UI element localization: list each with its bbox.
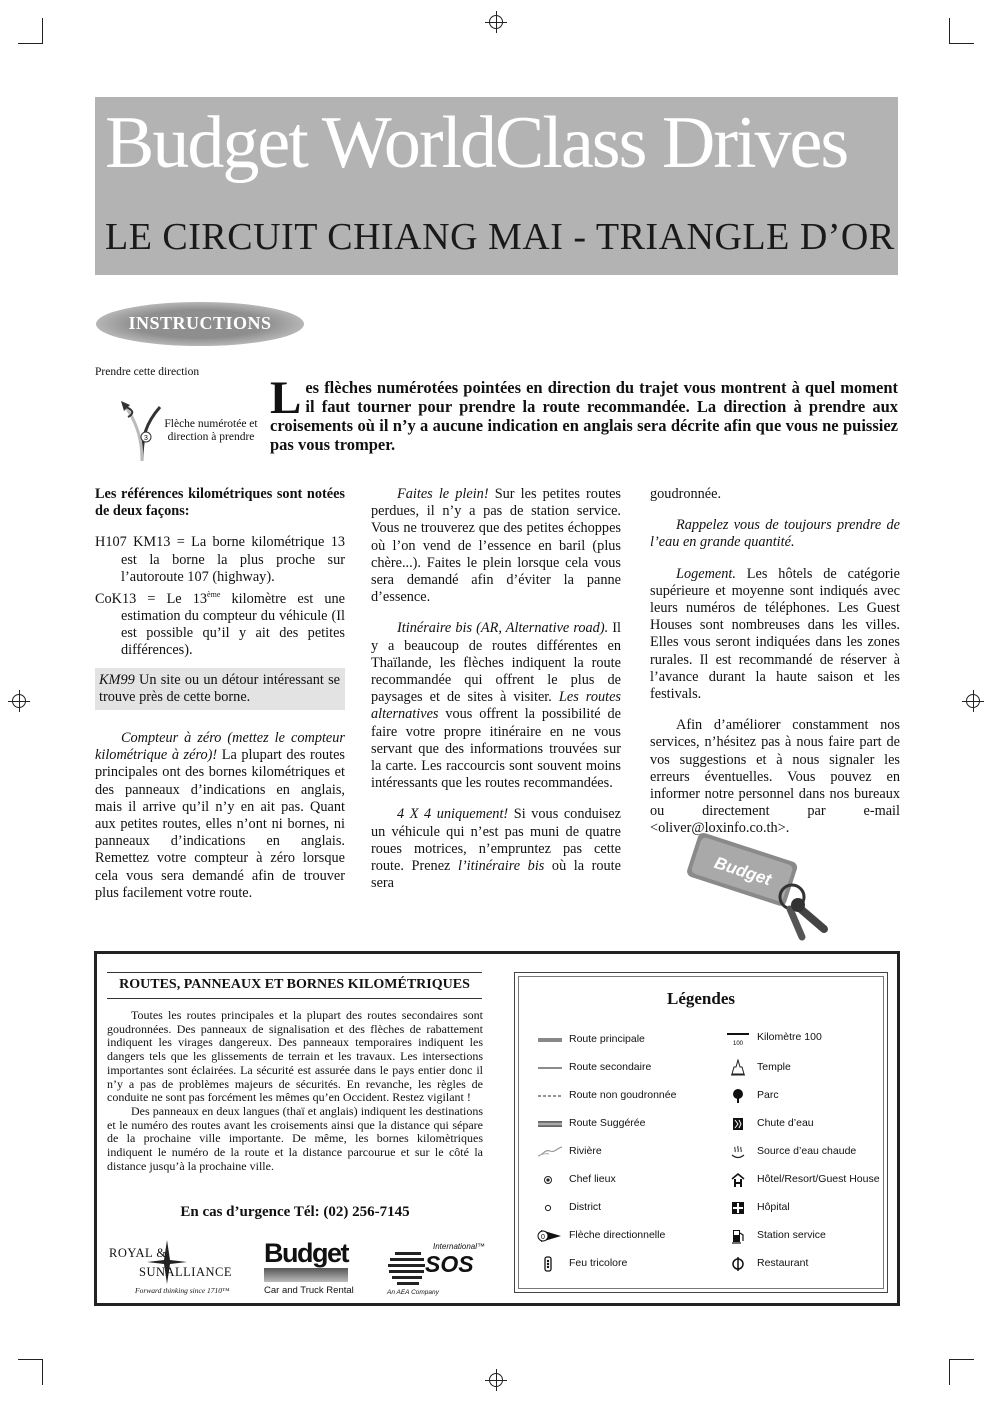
temple-icon [725, 1059, 751, 1077]
sos-top-label: International™ [433, 1242, 486, 1251]
paragraph: Rappelez vous de toujours prendre de l’eau en grande quantité. [650, 517, 900, 551]
svg-text:100: 100 [732, 1041, 744, 1047]
small-circle-icon [537, 1199, 563, 1217]
crop-mark [949, 43, 974, 44]
international-sos-logo [387, 1242, 485, 1300]
crop-mark [18, 1359, 43, 1360]
dot-circle-icon [537, 1171, 563, 1189]
paragraph: goudronnée. [650, 486, 722, 502]
sos-name: SOS [425, 1251, 474, 1277]
page-title: Budget WorldClass Drives [105, 102, 848, 184]
routes-panel-title: ROUTES, PANNEAUX ET BORNES KILOMÉTRIQUES [107, 972, 482, 999]
info-panel [94, 951, 900, 1306]
traffic-light-icon [537, 1255, 563, 1273]
column-2 [371, 486, 621, 892]
ref-line: CoK13 = Le 13ème kilomètre est une estimation du compteur du véhicule (Il est possible qu’il y ait des petites différences). [95, 590, 345, 659]
registration-mark [962, 690, 984, 712]
river-icon [537, 1143, 563, 1161]
fuel-icon [725, 1227, 751, 1245]
registration-mark [8, 690, 30, 712]
tree-icon [725, 1087, 751, 1105]
arrow-caption-top: Prendre cette direction [95, 366, 200, 378]
intro-text: es flèches numérotées pointées en direction du trajet vous montrent à quel moment il faut tourner pour prendre la route recommandée. La direction à prendre aux croisements où il n’y a aucune indication en anglais sera décrite afin que vous ne puissiez pas vous tromper. [270, 378, 898, 454]
paragraph: Itinéraire bis (AR, Alternative road). Il y a beaucoup de routes différentes en Thaïlande, les flèches indiquent la route recommandée qui offrent le plus de paysages et de sites à visiter. Les routes alternatives vous offrent la possibilité de faire votre propre itinéraire en ne vous servant que des informations trouvées sur la carte. Les raccourcis sont souvent moins intéressants que les routes recommandées. [371, 620, 621, 792]
column-heading: Les références kilométriques sont notées de deux façons: [95, 486, 345, 520]
suggested-road-icon [537, 1115, 563, 1133]
ref-line: H107 KM13 = La borne kilométrique 13 est la borne la plus proche sur l’autoroute 107 (highway). [95, 534, 345, 585]
paragraph: Afin d’améliorer constamment nos services, n’hésitez pas à nous faire part de vos suggestions et à nous signaler les erreurs éventuelles. Vous pouvez en informer notre personnel dans nos bureaux ou directement par e-mail <oliver@loxinfo.co.th>. [650, 717, 900, 837]
arrow-number: 3 [144, 435, 148, 442]
budget-name: Budget [264, 1238, 348, 1268]
routes-panel-body [107, 1009, 483, 1173]
royal-sunalliance-logo [107, 1236, 231, 1300]
km-note-box [95, 668, 345, 710]
registration-mark [485, 11, 507, 33]
hotel-icon [725, 1171, 751, 1189]
legend-box: Légendes Route principale Route secondaire Route non goudronnée Route Suggérée Rivière Chef lieux District 0 Flèche directionnelle Feu tricolore 100 Kilomètre 100 Temple Parc Chute d’eau Source d’eau chaude Hôtel/Resort/Guest House Hôpital Station service Restaurant [514, 972, 888, 1293]
direction-arrow-icon [537, 1227, 563, 1245]
hot-spring-icon [725, 1143, 751, 1161]
title-banner [95, 97, 898, 275]
paragraph: Logement. Les hôtels de catégorie supérieure et moyenne sont indiqués avec leurs numéros de téléphones. Les Guest Houses sont nombreuses dans les villes. Elles vous seront indiquées dans les zones rurales. Il est recommandé de réserver à l’avance durant la haute saison et les festivals. [650, 565, 900, 703]
sos-globe-icon [387, 1250, 427, 1286]
registration-mark [485, 1369, 507, 1391]
drop-cap: L [270, 372, 302, 424]
royal-tagline: Forward thinking since 1710™ [135, 1286, 230, 1295]
paragraph: Toutes les routes principales et la plupart des routes secondaires sont goudronnées. Des panneaux de signalisation et des flèches de rabattement indiquent les virages dangereux. Des panneaux temporaires indiquent les dangers tels que les glissements de terrain et les travaux. Les intersections importantes sont éclairées. La sécurité est assurée dans le pays entier donc il n’y a pas de problèmes majeurs de sécurités. En revanche, les règles de conduite ne sont pas forcément les mêmes qu’en Occident. Restez vigilant ! [107, 1008, 483, 1105]
hospital-icon [725, 1199, 751, 1217]
paragraph: 4 X 4 uniquement! Si vous conduisez un véhicule qui n’est pas muni de quatre roues motrices, n’empruntez pas cette route. Prenez l’itinéraire bis où la route sera [371, 806, 622, 892]
km-note-text: Un site ou un détour intéressant se trouve près de cette borne. [99, 671, 340, 705]
crop-mark [949, 18, 950, 44]
royal-line2: SUNALLIANCE [139, 1265, 232, 1279]
budget-logo [262, 1238, 352, 1300]
page-subtitle: LE CIRCUIT CHIANG MAI - TRIANGLE D’OR [105, 216, 895, 258]
crop-mark [949, 1359, 974, 1360]
crop-mark [42, 1359, 43, 1385]
restaurant-icon [725, 1255, 751, 1273]
keytag-label: Budget [712, 853, 774, 890]
svg-text:0: 0 [541, 1234, 545, 1241]
paragraph: Compteur à zéro (mettez le compteur kilométrique à zéro)! La plupart des routes principales ont des bornes kilométriques et des panneaux d’indications en anglais, mais il arrive qu’il n’y en ait pas. Quant aux petites routes, elles n’ont ni bornes, ni panneaux d’indications en anglais. Remettez votre compteur à zéro lorsque cela vous sera demandé afin de trouver plus facilement votre route. [95, 730, 345, 901]
sos-tagline: An AEA Company [387, 1289, 439, 1296]
budget-keytag-image [684, 825, 844, 943]
section-label [96, 302, 304, 346]
dirt-road-icon [537, 1087, 563, 1105]
crop-mark [18, 43, 43, 44]
intro-paragraph [270, 372, 898, 454]
column-3 [650, 486, 900, 852]
column-1 [95, 486, 345, 916]
waterfall-icon [725, 1115, 751, 1133]
paragraph: Des panneaux en deux langues (thaï et anglais) indiquent les destinations et le numéro des routes avant les croisements ainsi que la distance qui sépare de la prochaine ville importante. De même, les bornes kilomètriques indiquent le numéro de la route et la distance parcourue et sur le côté la distance jusqu’à la prochaine ville. [107, 1103, 483, 1173]
crop-mark [42, 18, 43, 44]
budget-stripe [264, 1268, 348, 1282]
km-marker-icon [725, 1029, 751, 1047]
budget-tagline: Car and Truck Rental [264, 1285, 354, 1296]
secondary-road-icon [537, 1059, 563, 1077]
km-note-lead: KM99 [99, 671, 135, 688]
section-label-text: INSTRUCTIONS [128, 313, 272, 333]
main-road-icon [537, 1031, 563, 1049]
arrow-caption-side: Flèche numérotée et direction à prendre [164, 418, 258, 443]
emergency-phone: En cas d’urgence Tél: (02) 256-7145 [180, 1204, 410, 1220]
legend-title: Légendes [667, 989, 735, 1008]
royal-line1: ROYAL & [109, 1246, 167, 1260]
paragraph: Faites le plein! Sur les petites routes perdues, il n’y a pas de station service. Vous ne trouverez que des petites échoppes où l’on vend de l’essence en baril (plus chère...). Faites le plein lorsque cela vous sera demandé afin d’éviter la panne d’essence. [371, 486, 621, 606]
crop-mark [949, 1359, 950, 1385]
